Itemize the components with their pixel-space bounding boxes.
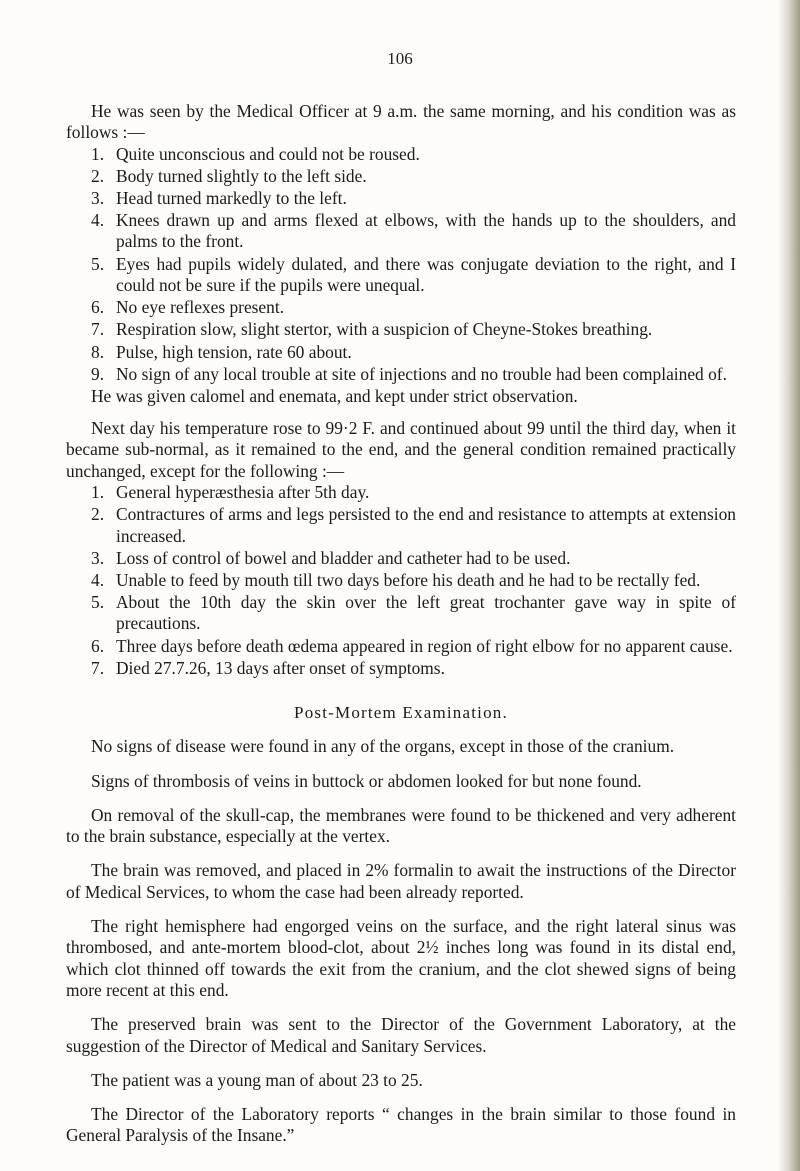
list-item	[66, 297, 736, 318]
list-item	[66, 166, 736, 187]
list-item	[66, 364, 736, 385]
post-mortem-paragraph: The right hemisphere had engorged veins on the surface, and the right lateral sinus was thrombosed, and ante-mortem blood-clot, about 2½ inches long was found in its distal end, which clot thinned off towards the exit from the cranium, and the clot shewed signs of being more recent at this end.	[66, 916, 736, 1000]
list-item-number: 2.	[91, 165, 105, 186]
list-item-text: Head turned markedly to the left.	[116, 187, 347, 208]
post-mortem-paragraph: On removal of the skull-cap, the membranes were found to be thickened and very adherent to the brain substance, especially at the vertex.	[66, 804, 736, 847]
post-mortem-paragraph: The brain was removed, and placed in 2% formalin to await the instructions of the Director of Medical Services, to whom the case had been already reported.	[66, 860, 736, 902]
list-item-text: No eye reflexes present.	[116, 297, 285, 318]
list-item-number: 7.	[91, 657, 105, 678]
list-item	[66, 144, 736, 165]
list-item-text: Respiration slow, slight stertor, with a suspicion of Cheyne-Stokes breathing.	[116, 319, 653, 340]
list-item	[66, 504, 736, 547]
post-mortem-paragraph: The preserved brain was sent to the Director of the Government Laboratory, at the suggestion of the Director of Medical and Sanitary Services.	[66, 1014, 736, 1056]
treatment-paragraph: He was given calomel and enemata, and kept under strict observation.	[91, 385, 578, 406]
course-list	[66, 482, 736, 679]
list-item-text: Unable to feed by mouth till two days before his death and he had to be rectally fed.	[116, 569, 701, 590]
list-item-number: 6.	[91, 635, 105, 656]
list-item-text: Contractures of arms and legs persisted to the end and resistance to attempts at extension increased.	[116, 504, 736, 546]
list-item-text: No sign of any local trouble at site of injections and no trouble had been complained of.	[116, 363, 727, 384]
intro-paragraph: He was seen by the Medical Officer at 9 a.m. the same morning, and his condition was as follows :—	[66, 101, 736, 143]
list-item-text: Quite unconscious and could not be roused.	[116, 143, 420, 164]
list-item-number: 3.	[91, 187, 105, 208]
list-item	[66, 636, 736, 657]
list-item	[66, 658, 736, 679]
condition-list	[66, 144, 736, 385]
list-item-text: Three days before death œdema appeared in region of right elbow for no apparent cause.	[116, 635, 733, 656]
list-item	[66, 592, 736, 635]
list-item	[66, 570, 736, 591]
list-item-number: 1.	[91, 143, 105, 164]
post-mortem-paragraph: No signs of disease were found in any of the organs, except in those of the cranium.	[91, 736, 675, 757]
page-number: 106	[387, 49, 413, 68]
list-item-text: Pulse, high tension, rate 60 about.	[116, 341, 352, 362]
list-item	[66, 210, 736, 253]
list-item-number: 2.	[91, 504, 105, 525]
list-item-number: 1.	[91, 482, 105, 503]
list-item-number: 4.	[91, 210, 105, 231]
list-item-text: Died 27.7.26, 13 days after onset of symptoms.	[116, 657, 445, 678]
list-item-number: 9.	[91, 363, 105, 384]
list-item	[66, 342, 736, 363]
list-item-number: 5.	[91, 592, 105, 613]
post-mortem-paragraph: The patient was a young man of about 23 to 25.	[91, 1069, 423, 1090]
list-item-number: 5.	[91, 253, 105, 274]
list-item-text: General hyperæsthesia after 5th day.	[116, 482, 370, 503]
list-item-number: 3.	[91, 547, 105, 568]
list-item	[66, 482, 736, 503]
page-content	[66, 101, 736, 1147]
section-heading: Post-Mortem Examination.	[294, 702, 508, 722]
list-item-number: 8.	[91, 341, 105, 362]
post-mortem-paragraph: The Director of the Laboratory reports “ changes in the brain similar to those found in General Paralysis of the Insane.”	[66, 1104, 736, 1146]
list-item-number: 4.	[91, 569, 105, 590]
list-item-text: About the 10th day the skin over the left great trochanter gave way in spite of precautions.	[116, 592, 736, 634]
list-item-text: Knees drawn up and arms flexed at elbows, with the hands up to the shoulders, and palms to the front.	[116, 210, 736, 252]
list-item	[66, 254, 736, 297]
course-paragraph: Next day his temperature rose to 99·2 F. and continued about 99 until the third day, when it became sub-normal, as it remained to the end, and the general condition remained practically unchanged, except for the following :—	[66, 418, 736, 481]
list-item	[66, 548, 736, 569]
list-item-text: Body turned slightly to the left side.	[116, 165, 367, 186]
list-item-number: 6.	[91, 297, 105, 318]
list-item	[66, 188, 736, 209]
page-edge-shadow	[778, 0, 800, 1171]
list-item-text: Loss of control of bowel and bladder and catheter had to be used.	[116, 547, 571, 568]
list-item-number: 7.	[91, 319, 105, 340]
list-item	[66, 319, 736, 340]
list-item-text: Eyes had pupils widely dulated, and there was conjugate deviation to the right, and I could not be sure if the pupils were unequal.	[116, 253, 736, 295]
post-mortem-paragraph: Signs of thrombosis of veins in buttock or abdomen looked for but none found.	[91, 770, 642, 791]
